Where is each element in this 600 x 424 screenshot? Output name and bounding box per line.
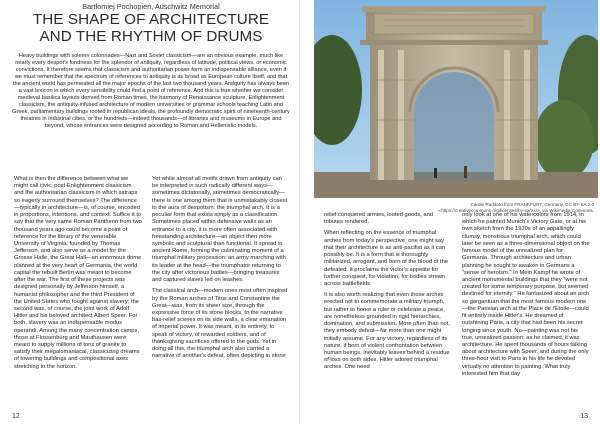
arch-illustration	[314, 0, 598, 198]
intro-paragraph: Heavy buildings with solemn colonnades—Nazi and Soviet classicism—are an obvious example, much like nearly every despot's fondness for the splendor of antiquity, regardless of latitude, political views, or economic convictions. It therefore seems that classicism and authoritarian power form an indispensable alliance, even if we must remember that the spectrum of references to antiquity is as broad as European culture itself, and that the ancient world has permeated all the major epochs of the last two thousand years. Antiquity has always been a vast lexicon in which every sensibility could find a point of reference. And this is true whether we consider medieval basilica layouts derived from Roman times, the harmony of Renaissance sculpture, Enlightenment classicism, the antiquity-infused architecture of modern universities or grammar schools teaching Latin and Greek, parliamentary buildings rooted in republican ideals, the profoundly democratic spirit of nineteenth-century theatres in industrial cities, or the hundreds—indeed thousands—of libraries and museums in Europe and beyond, whose entrances were designed according to Roman and Hellenistic models.	[12, 53, 290, 129]
left-column-1	[14, 176, 142, 375]
left-column-2	[152, 176, 289, 364]
title-line-1: THE SHAPE OF ARCHITECTURE	[32, 11, 270, 28]
paragraph: Yet while almost all motifs drawn from antiquity can be interpreted in such radically different ways—sometimes dictatorially, sometimes democratically—there is one among them that is unmistakably closest to the aura of despotism: the triumphal arch. It is a peculiar form that exists simply as a classification. Sometimes placed within defensive walls as an entrance to a city, it is more often associated with freestanding architecture—an object then more symbolic and sculptural than functional. It spread in ancient Rome, forming the culminating moment of a triumphal military procession: an army marching with its leader at the head—the triumphator returning to the city after victorious battles—bringing treasures and captured slaves led on leashes.	[152, 176, 288, 284]
page-number-left: 12	[12, 413, 20, 420]
title-line-2: AND THE RHYTHM OF DRUMS	[39, 28, 263, 45]
paragraph: The classical arch—modern ones most often inspired by the Roman arches of Titus and Constantine the Great—was, from its sheer size, through the expressive force of its stone blocks, to the narrative bas-relief scenes on its side walls, a clear emanation of imperial power. It was meant, in its entirety, to speak of victory, of rewarded soldiers, and of thanksgiving sacrifices offered to the gods. Yet in doing all this, the triumphal arch also carried a narrative of another's defeat, often depicting in stone	[152, 288, 288, 360]
right-page	[300, 0, 600, 424]
paragraph: What is then the difference between what we might call civic, post-Enlightenment classicism and the authoritarian classicism in which satraps so eagerly surround themselves? The difference—typically in architecture—is, of course, encoded in proportions, intentions, and context. Suffice it to say that the very same Roman Pantheon from two thousand years ago could become a point of reference for the library of the venerable University of Virginia, founded by Thomas Jefferson, and also serve as a model for the Grosse Halle, the Great Hall—an enormous dome planned at the very heart of Germania, the world capital the rebuilt Berlin was meant to become after the war. The first of these projects was designed personally by Jefferson himself, a humanist philosopher and the third President of the United States who fought against slavery; the second was, of course, the joint work of Adolf Hitler and his beloved architect Albert Speer. For both, slavery was an indispensable modus operandi. Among the many concentration camps, those at Flossenbürg and Mauthausen were meant to supply millions of tons of granite to satisfy their megalomaniacal, classicizing dreams of towering buildings and compositional axes stretching to the horizon.	[14, 176, 142, 370]
right-column-2	[462, 212, 590, 382]
page-number-right: 13	[580, 413, 588, 420]
author-line: Bartłomiej Pochopień, Auschwitz Memorial	[82, 2, 220, 11]
article-title	[14, 11, 288, 45]
arch-of-titus-photo	[314, 0, 598, 198]
paragraph: It is also worth realizing that even those arches erected not to commemorate a military triumph, but rather to honor a ruler or celebrate a peace, are nonetheless grounded in rigid hierarchies, domination, and submission. More often than not, they embody defeat—far more than one might initially assume. For any victory, regardless of its nature, if born of violent confrontation between human beings, inevitably leaves behind a residue of loss on both sides. Hitler adored triumphal arches. One need	[324, 292, 450, 371]
caption-line-2: <https://creativecommons.org/licenses/by-sa/2.0>, via Wikimedia Commons.	[438, 207, 594, 213]
caption-line-1: Carole Raddato from FRANKFURT, Germany, CC BY-SA 2.0	[470, 202, 594, 207]
paragraph: only look at one of his watercolors from 1914, in which he painted Munich's Victory Gate, or at his own sketch from the 1920s of an appallingly clumsy, monstrous triumphal arch, which could later be seen as a three-dimensional object on the famous model of the unrealized plan for Germania. Through architecture and urban planning he sought to awaken in Germans a "sense of heroism." In Mein Kampf he wrote of ancient monumental buildings that they "were not created for some temporary purpose, but seemed destined for eternity." He fantasized about an arch so gargantuan that the most famous modern one—the Parisian arch at the Place de l'Étoile—could fit entirely inside Hitler's. He dreamed of outshining Paris, a city that had been his secret longing since youth. No—painting was not his true, unrealized passion; as he claimed, it was architecture. He spent thousands of hours talking about architecture with Speer, and during the only three-hour visit to Paris in his life he devoted virtually no attention to painting. What truly interested him that day	[462, 212, 590, 377]
paragraph: relief conquered armies, looted goods, and tributes rendered.	[324, 212, 434, 226]
paragraph: When reflecting on the essence of triumphal arches from today's perspective, one might say that their architecture is as anti-pacifist as it can possibly be. It is a form that is thoroughly militarized, arrogant, and born of the blood of the defeated. It proclaims the victor's appetite for further conquest, for violation, for bodies strewn across battlefields.	[324, 230, 449, 287]
right-column-1	[324, 212, 452, 376]
